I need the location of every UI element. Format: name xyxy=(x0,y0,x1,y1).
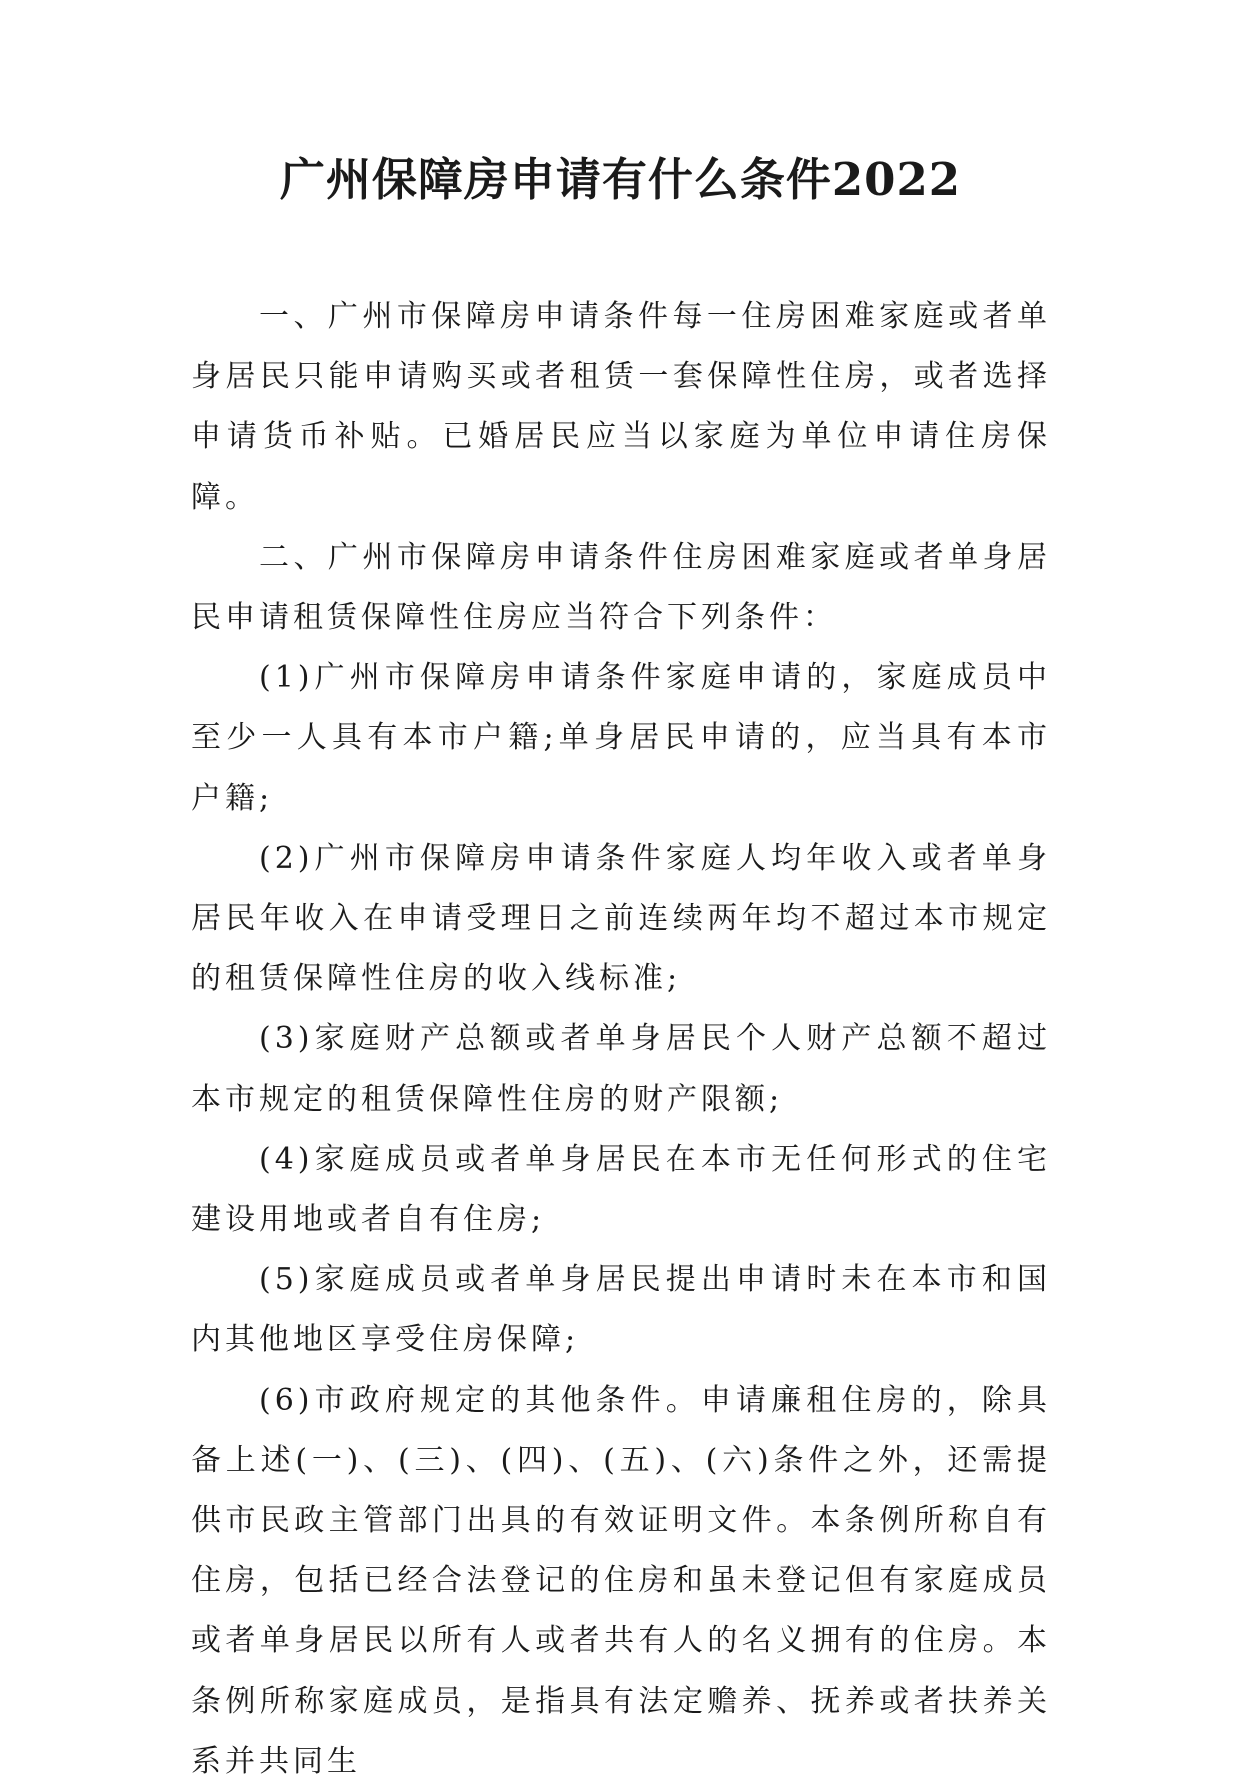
paragraph-6: (4)家庭成员或者单身居民在本市无任何形式的住宅建设用地或者自有住房; xyxy=(191,1141,1051,1238)
document-title: 广州保障房申请有什么条件2022 xyxy=(279,153,962,206)
paragraph-7: (5)家庭成员或者单身居民提出申请时未在本市和国内其他地区享受住房保障; xyxy=(191,1262,1051,1358)
paragraph-5: (3)家庭财产总额或者单身居民个人财产总额不超过本市规定的租赁保障性住房的财产限额; xyxy=(191,1021,1051,1117)
paragraph-2: 二、广州市保障房申请条件住房困难家庭或者单身居民申请租赁保障性住房应当符合下列条件： xyxy=(191,539,1051,636)
paragraph-4: (2)广州市保障房申请条件家庭人均年收入或者单身居民年收入在申请受理日之前连续两年均不超过本市规定的租赁保障性住房的收入线标准; xyxy=(191,840,1051,997)
paragraph-8: (6)市政府规定的其他条件。申请廉租住房的，除具备上述(一)、(三)、(四)、(五)、(六)条件之外，还需提供市民政主管部门出具的有效证明文件。本条例所称自有住房，包括已经合法登记的住房和虽未登记但有家庭成员或者单身居民以所有人或者共有人的名义拥有的住房。本条例所称家庭成员，是指具有法定赡养、抚养或者扶养关系并共同生 xyxy=(191,1382,1051,1779)
paragraph-3: (1)广州市保障房申请条件家庭申请的，家庭成员中至少一人具有本市户籍;单身居民申请的，应当具有本市户籍; xyxy=(191,660,1051,816)
paragraph-1: 一、广州市保障房申请条件每一住房困难家庭或者单身居民只能申请购买或者租赁一套保障性住房，或者选择申请货币补贴。已婚居民应当以家庭为单位申请住房保障。 xyxy=(191,299,1051,515)
document-body xyxy=(191,287,1051,1792)
